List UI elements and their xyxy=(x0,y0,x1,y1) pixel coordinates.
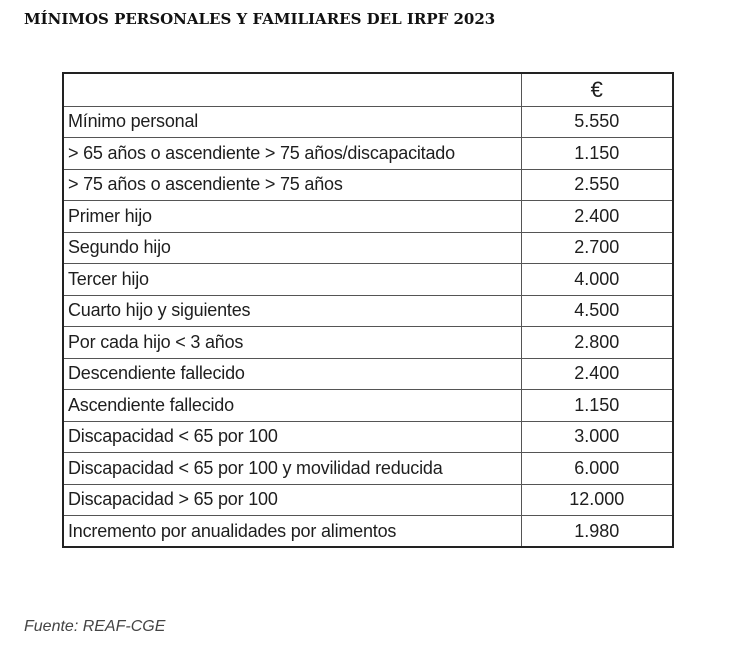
row-value: 1.150 xyxy=(521,138,673,170)
table-row xyxy=(63,516,673,548)
table-row xyxy=(63,264,673,296)
table-row xyxy=(63,169,673,201)
source-caption: Fuente: REAF-CGE xyxy=(24,618,166,635)
row-label: > 75 años o ascendiente > 75 años xyxy=(63,169,521,201)
row-value: 1.980 xyxy=(521,516,673,548)
row-value: 6.000 xyxy=(521,453,673,485)
row-label: Segundo hijo xyxy=(63,232,521,264)
table-row xyxy=(63,106,673,138)
minimos-table xyxy=(62,72,674,548)
row-label: > 65 años o ascendiente > 75 años/discapacitado xyxy=(63,138,521,170)
row-value: 1.150 xyxy=(521,390,673,422)
row-value: 2.400 xyxy=(521,358,673,390)
table-row xyxy=(63,295,673,327)
row-label: Discapacidad < 65 por 100 y movilidad reducida xyxy=(63,453,521,485)
table-row xyxy=(63,327,673,359)
header-currency-cell: € xyxy=(521,73,673,106)
table-row xyxy=(63,390,673,422)
row-value: 2.550 xyxy=(521,169,673,201)
row-value: 4.500 xyxy=(521,295,673,327)
row-label: Por cada hijo < 3 años xyxy=(63,327,521,359)
row-label: Mínimo personal xyxy=(63,106,521,138)
row-label: Cuarto hijo y siguientes xyxy=(63,295,521,327)
row-value: 2.700 xyxy=(521,232,673,264)
row-label: Discapacidad > 65 por 100 xyxy=(63,484,521,516)
row-label: Incremento por anualidades por alimentos xyxy=(63,516,521,548)
table-row xyxy=(63,484,673,516)
page-title: MÍNIMOS PERSONALES Y FAMILIARES DEL IRPF 2023 xyxy=(24,10,496,28)
table-row xyxy=(63,232,673,264)
header-label-cell xyxy=(63,73,521,106)
row-value: 2.800 xyxy=(521,327,673,359)
row-value: 2.400 xyxy=(521,201,673,233)
row-value: 3.000 xyxy=(521,421,673,453)
minimos-table-container xyxy=(62,72,674,548)
table-header-row xyxy=(63,73,673,106)
table-row xyxy=(63,138,673,170)
row-value: 12.000 xyxy=(521,484,673,516)
row-value: 4.000 xyxy=(521,264,673,296)
table-row xyxy=(63,201,673,233)
table-row xyxy=(63,453,673,485)
row-label: Descendiente fallecido xyxy=(63,358,521,390)
row-label: Ascendiente fallecido xyxy=(63,390,521,422)
row-label: Primer hijo xyxy=(63,201,521,233)
row-label: Discapacidad < 65 por 100 xyxy=(63,421,521,453)
row-value: 5.550 xyxy=(521,106,673,138)
row-label: Tercer hijo xyxy=(63,264,521,296)
table-row xyxy=(63,421,673,453)
table-row xyxy=(63,358,673,390)
